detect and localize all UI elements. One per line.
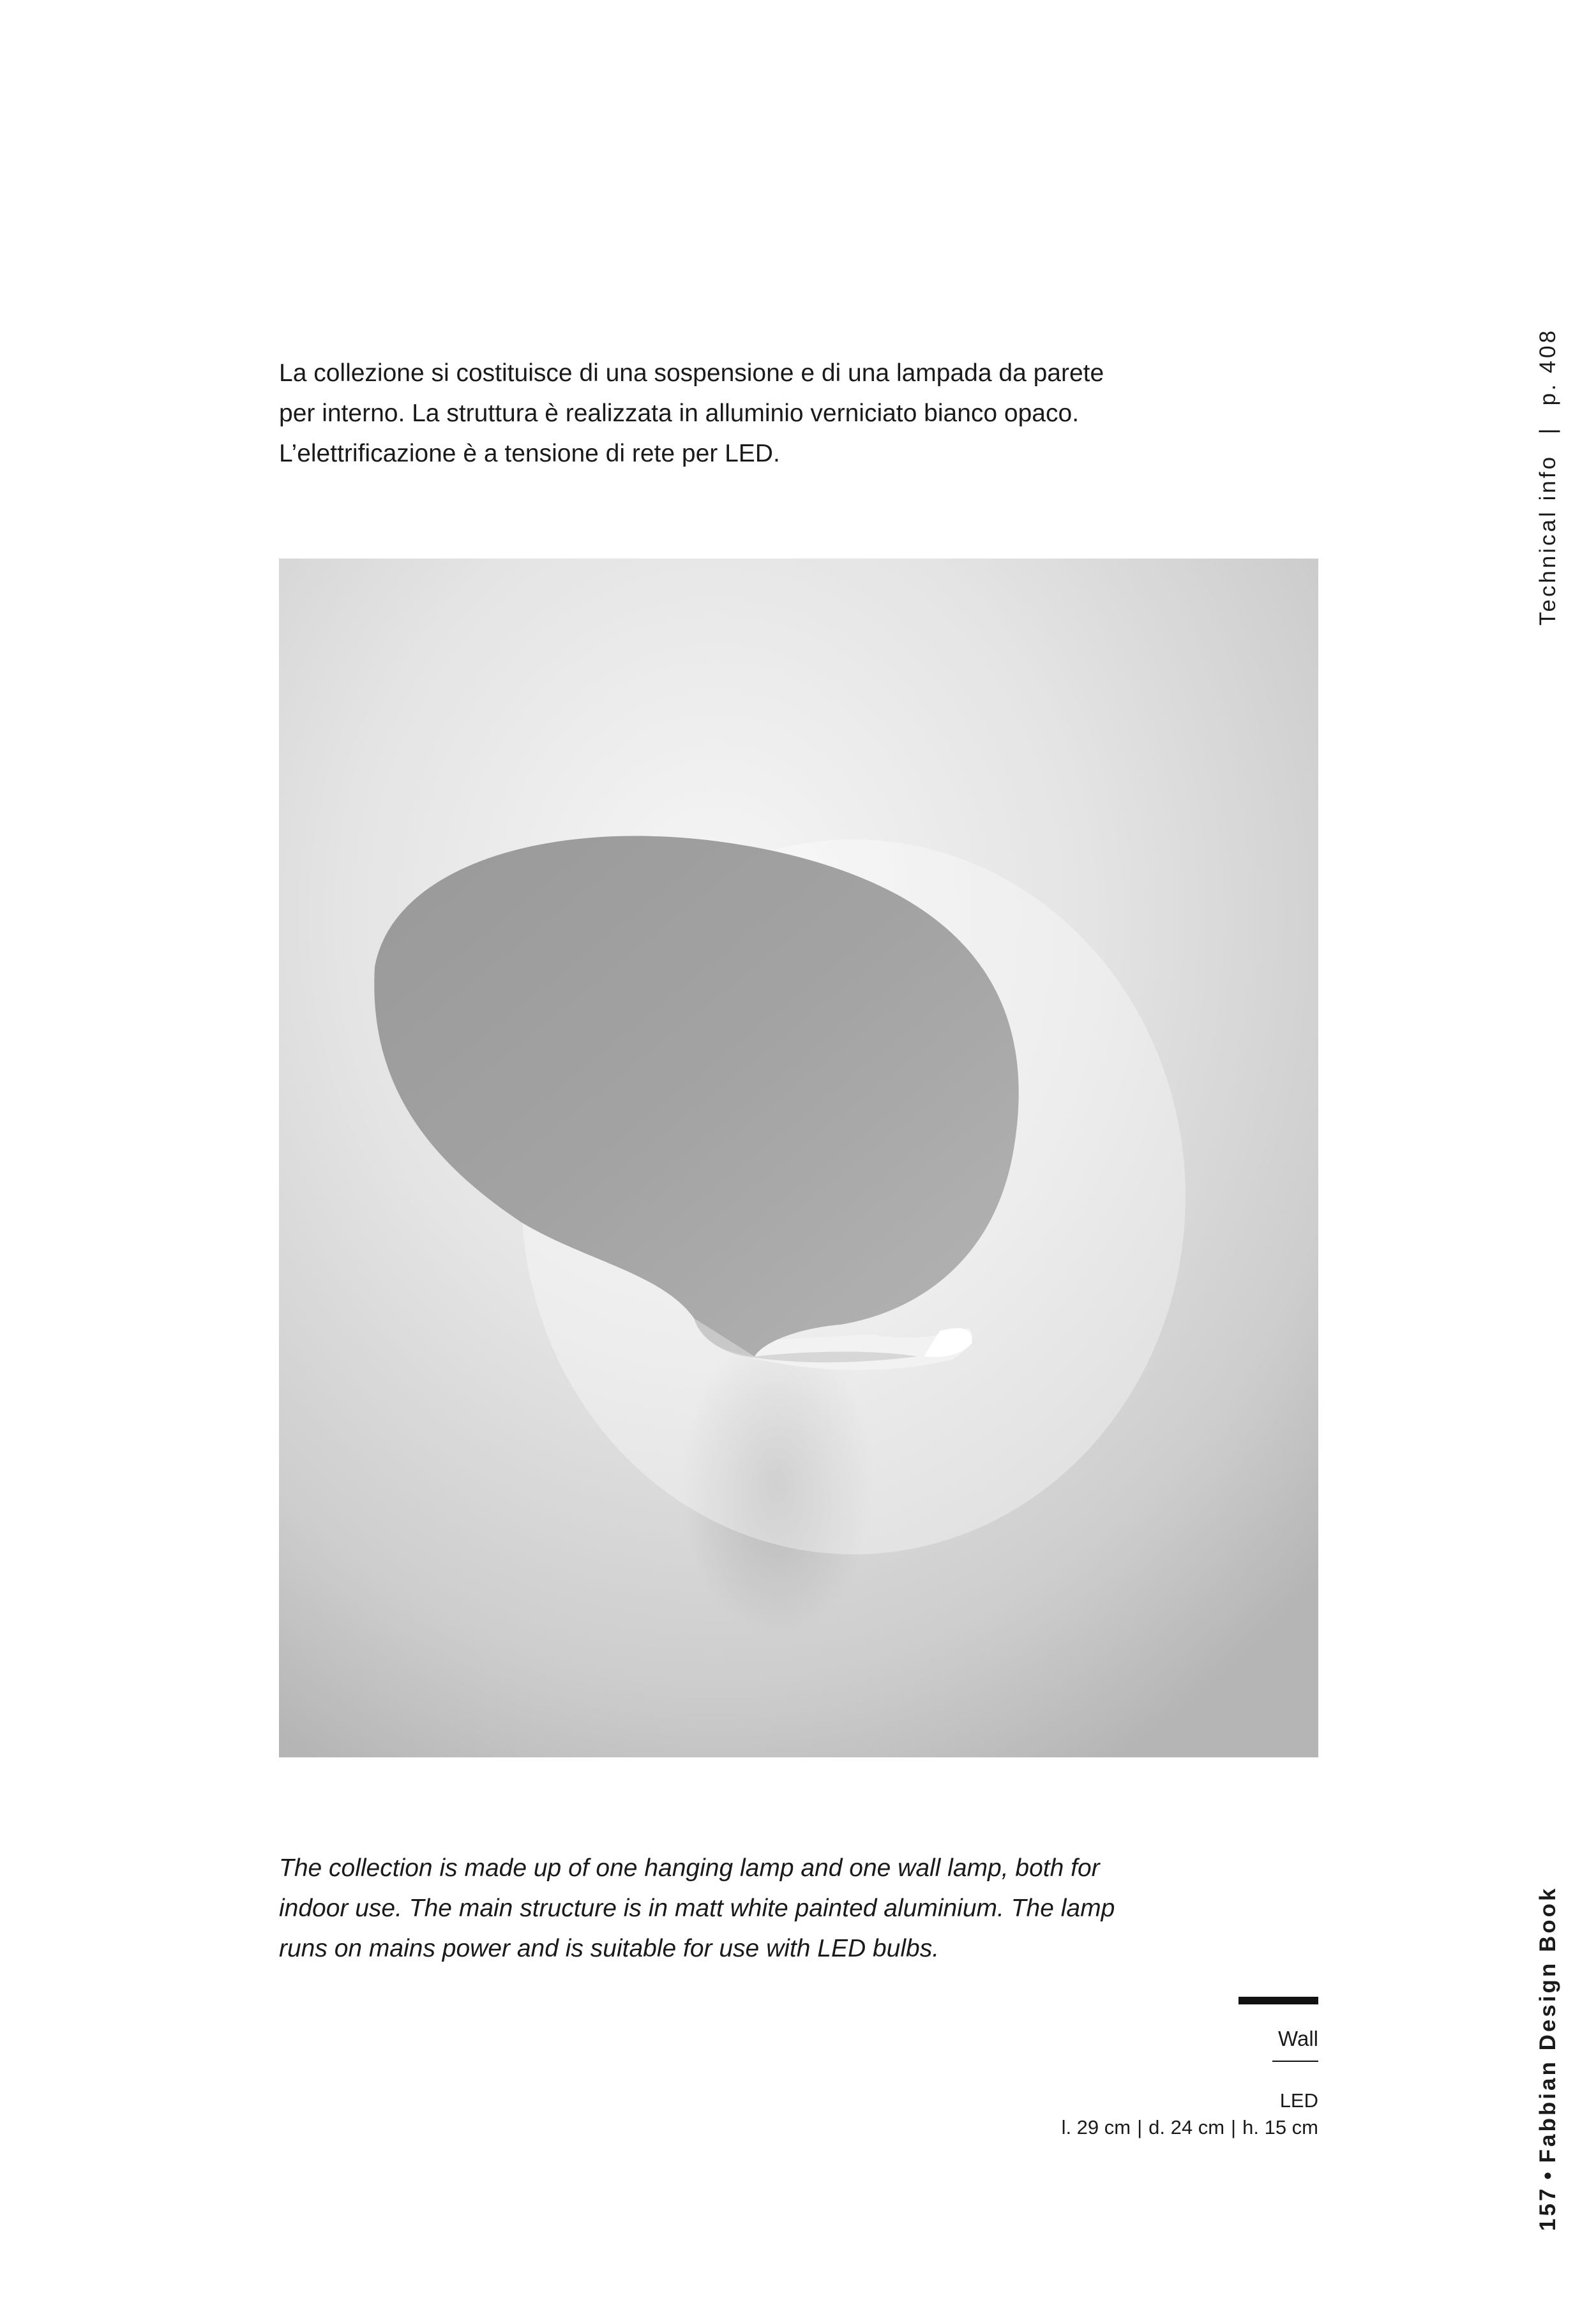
- spec-dim-separator: |: [1231, 2116, 1237, 2138]
- product-photo: [279, 559, 1318, 1757]
- english-line-3: runs on mains power and is suitable for use with LED bulbs.: [279, 1935, 940, 1962]
- spec-light-source: LED: [1279, 2089, 1318, 2112]
- technical-info-sidebar: [1516, 328, 1560, 638]
- technical-info-page-ref: p. 408: [1535, 328, 1560, 406]
- italian-line-3: L’elettrificazione è a tensione di rete per LED.: [279, 440, 780, 467]
- spec-dimensions: [894, 2114, 1318, 2141]
- product-spec-block: [894, 1997, 1318, 2141]
- technical-info-separator: |: [1535, 426, 1560, 435]
- english-description: [279, 1848, 1186, 1969]
- spec-depth: d. 24 cm: [1148, 2116, 1225, 2138]
- italian-description: [279, 353, 1186, 474]
- english-line-2: indoor use. The main structure is in matt white painted aluminium. The lamp: [279, 1895, 1115, 1922]
- italian-line-1: La collezione si costituisce di una sospensione e di una lampada da parete: [279, 359, 1104, 387]
- spec-divider: [1272, 2061, 1318, 2062]
- page-number: 157: [1535, 2186, 1560, 2231]
- spec-type: Wall: [1278, 2027, 1318, 2050]
- italian-line-2: per interno. La struttura è realizzata in alluminio verniciato bianco opaco.: [279, 400, 1080, 427]
- book-title: Fabbian Design Book: [1535, 1886, 1560, 2163]
- english-line-1: The collection is made up of one hanging lamp and one wall lamp, both for: [279, 1854, 1100, 1882]
- wall-lamp-image: [279, 559, 1318, 1757]
- book-title-sidebar: [1516, 1886, 1560, 2244]
- bullet-separator: •: [1535, 2169, 1560, 2180]
- spec-length: l. 29 cm: [1061, 2116, 1131, 2138]
- technical-info-label: Technical info: [1535, 454, 1560, 626]
- spec-dim-separator: |: [1137, 2116, 1143, 2138]
- spec-height: h. 15 cm: [1242, 2116, 1318, 2138]
- spec-accent-bar: [1238, 1997, 1318, 2004]
